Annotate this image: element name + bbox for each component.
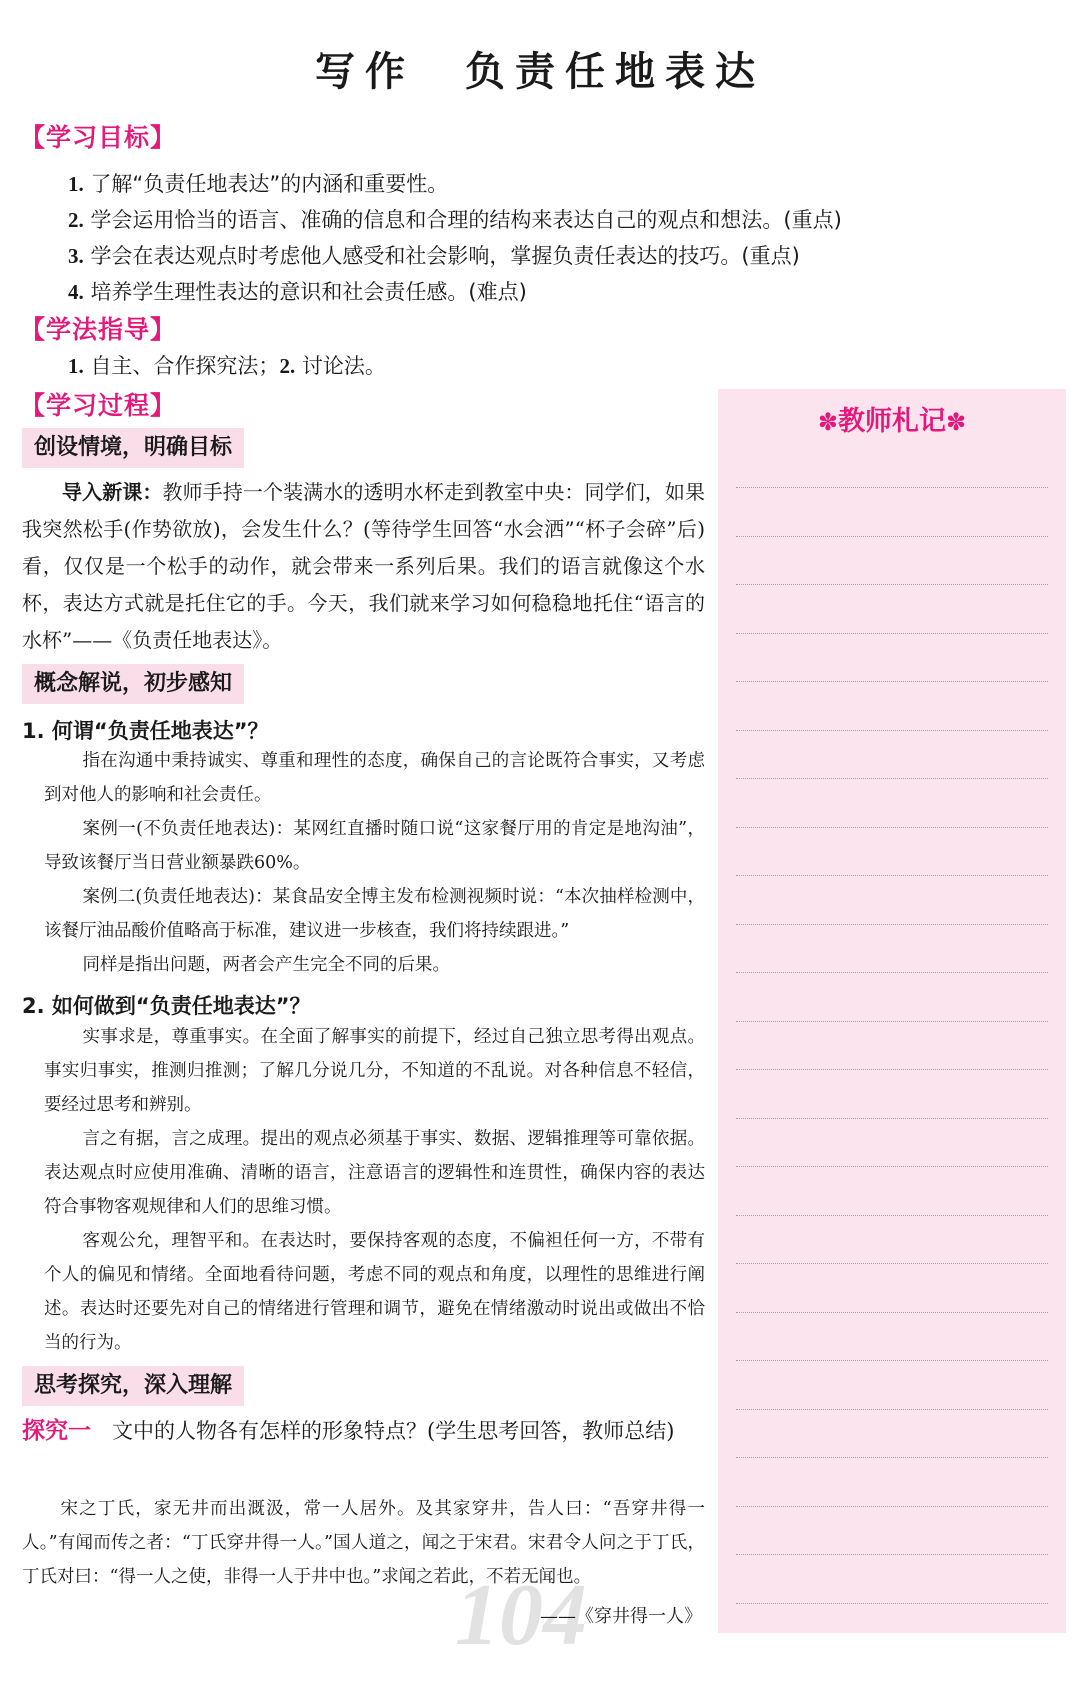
- flower-icon: ✽: [817, 408, 838, 436]
- objective-num: 4.: [68, 280, 84, 304]
- note-line: [736, 1215, 1048, 1216]
- objective-text: 培养学生理性表达的意识和社会责任感。(难点): [90, 280, 527, 304]
- note-line: [736, 1312, 1048, 1313]
- explore-label: 探究一: [22, 1418, 91, 1444]
- note-line: [736, 1457, 1048, 1458]
- objectives-list: [68, 166, 842, 310]
- objective-item: [68, 202, 842, 238]
- note-line: [736, 730, 1048, 731]
- note-line: [736, 827, 1048, 828]
- comparison-paragraph: 同样是指出问题，两者会产生完全不同的后果。: [82, 955, 450, 975]
- note-line: [736, 1166, 1048, 1167]
- story-source: ——《穿井得一人》: [540, 1606, 702, 1627]
- definition-paragraph: 指在沟通中秉持诚实、尊重和理性的态度，确保自己的言论既符合事实，又考虑到对他人的影响和社会责任。: [44, 751, 705, 805]
- note-line: [736, 1409, 1048, 1410]
- intro-paragraph: [22, 474, 705, 659]
- page-number: 104: [455, 1567, 587, 1664]
- intro-label: 导入新课：: [62, 480, 163, 504]
- principle-two-paragraph: 言之有据，言之成理。提出的观点必须基于事实、数据、逻辑推理等可靠依据。表达观点时应使用准确、清晰的语言，注意语言的逻辑性和连贯性，确保内容的表达符合事物客观规律和人们的思维习惯。: [44, 1129, 705, 1217]
- objective-text: 学会运用恰当的语言、准确的信息和合理的结构来表达自己的观点和想法。(重点): [90, 208, 842, 232]
- note-line: [736, 1506, 1048, 1507]
- case-one-paragraph: 案例一(不负责任地表达)：某网红直播时随口说“这家餐厅用的肯定是地沟油”，导致该餐厅当日营业额暴跌60%。: [44, 819, 705, 873]
- note-line: [736, 487, 1048, 488]
- note-line: [736, 875, 1048, 876]
- question-heading-2: 2. 如何做到“负责任地表达”？: [22, 994, 311, 1018]
- objective-text: 学会在表达观点时考虑他人感受和社会影响，掌握负责任表达的技巧。(重点): [90, 244, 800, 268]
- note-line: [736, 1360, 1048, 1361]
- page-title: 写作 负责任地表达: [315, 48, 765, 95]
- flower-icon: ✽: [946, 408, 967, 436]
- method-text: [68, 350, 386, 380]
- note-line: [736, 681, 1048, 682]
- note-line: [736, 1069, 1048, 1070]
- method-num-2: 2.: [279, 354, 296, 378]
- section-label-2: 概念解说，初步感知: [22, 664, 244, 704]
- section-label-3: 思考探究，深入理解: [22, 1366, 244, 1406]
- teacher-notes-title: [718, 399, 1066, 438]
- note-line: [736, 536, 1048, 537]
- objective-num: 3.: [68, 244, 84, 268]
- intro-text: 教师手持一个装满水的透明水杯走到教室中央：同学们，如果我突然松手(作势欲放)，会发生什么？(等待学生回答“水会洒”“杯子会碎”后)看，仅仅是一个松手的动作，就会带来一系列后果。我们的语言就像这个水杯，表达方式就是托住它的手。今天，我们就来学习如何稳稳地托住“语言的水杯”——《负责任地表达》。: [22, 480, 706, 652]
- objective-item: [68, 238, 842, 274]
- note-line: [736, 1554, 1048, 1555]
- note-line: [736, 1603, 1048, 1604]
- principle-three-paragraph: 客观公允，理智平和。在表达时，要保持客观的态度，不偏袒任何一方，不带有个人的偏见和情绪。全面地看待问题，考虑不同的观点和角度，以理性的思维进行阐述。表达时还要先对自己的情绪进行管理和调节，避免在情绪激动时说出或做出不恰当的行为。: [44, 1231, 705, 1353]
- method-tag: 【学法指导】: [20, 315, 177, 344]
- teacher-notes-panel: [718, 389, 1066, 1633]
- objectives-tag: 【学习目标】: [20, 123, 177, 152]
- explore-question: [22, 1412, 705, 1450]
- method-text-1: 自主、合作探究法；: [90, 354, 280, 378]
- objective-item: [68, 274, 842, 310]
- note-line: [736, 584, 1048, 585]
- objective-num: 1.: [68, 172, 84, 196]
- process-tag: 【学习过程】: [20, 391, 177, 420]
- teacher-notes-label: 教师札记: [838, 406, 946, 437]
- note-line: [736, 924, 1048, 925]
- objective-item: [68, 166, 842, 202]
- principle-one-paragraph: 实事求是，尊重事实。在全面了解事实的前提下，经过自己独立思考得出观点。事实归事实，推测归推测；了解几分说几分，不知道的不乱说。对各种信息不轻信，要经过思考和辨别。: [44, 1027, 705, 1115]
- note-line: [736, 1118, 1048, 1119]
- explore-text: 文中的人物各有怎样的形象特点？(学生思考回答，教师总结): [112, 1419, 675, 1443]
- question-heading-1: 1. 何谓“负责任地表达”？: [22, 719, 269, 743]
- note-line: [736, 1021, 1048, 1022]
- note-line: [736, 778, 1048, 779]
- method-text-2: 讨论法。: [301, 354, 386, 378]
- note-line: [736, 633, 1048, 634]
- story-paragraph: 宋之丁氏，家无井而出溉汲，常一人居外。及其家穿井，告人曰：“吾穿井得一人。”有闻而传之者：“丁氏穿井得一人。”国人道之，闻之于宋君。宋君令人问之于丁氏，丁氏对曰：“得一人之使，非得一人于井中也。”求闻之若此，不若无闻也。: [22, 1499, 705, 1587]
- case-two-paragraph: 案例二(负责任地表达)：某食品安全博主发布检测视频时说：“本次抽样检测中，该餐厅油品酸价值略高于标准，建议进一步核查，我们将持续跟进。”: [44, 887, 705, 941]
- objective-num: 2.: [68, 208, 84, 232]
- objective-text: 了解“负责任地表达”的内涵和重要性。: [90, 172, 449, 196]
- section-label-1: 创设情境，明确目标: [22, 428, 244, 468]
- note-line: [736, 972, 1048, 973]
- method-num-1: 1.: [68, 354, 84, 378]
- note-line: [736, 1263, 1048, 1264]
